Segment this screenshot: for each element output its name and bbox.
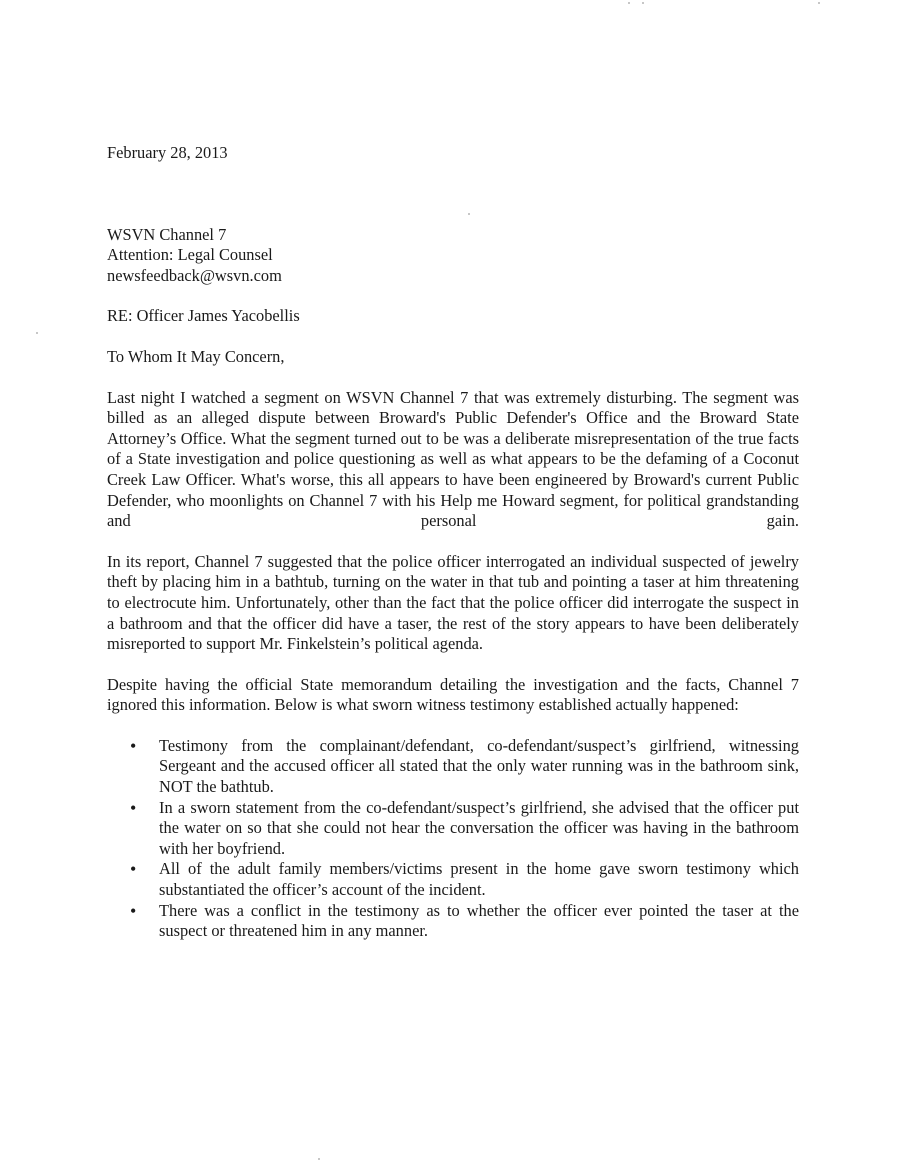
scan-speck	[318, 1158, 320, 1160]
list-item-text: Testimony from the complainant/defendant, co-defendant/suspect’s girlfriend, witnessing Sergeant and the accused officer all stated that the only water running was in the bathroom sink, NOT the bathtub.	[159, 735, 799, 797]
recipient-attention: Attention: Legal Counsel	[107, 245, 273, 265]
bullet-icon: •	[130, 859, 137, 880]
list-item-text: All of the adult family members/victims present in the home gave sworn testimony which substantiated the officer’s account of the incident.	[159, 859, 799, 900]
recipient-name: WSVN Channel 7	[107, 224, 227, 244]
scan-speck	[36, 332, 38, 334]
body-paragraph-2: In its report, Channel 7 suggested that the police officer interrogated an individual suspected of jewelry theft by placing him in a bathtub, turning on the water in that tub and pointing a taser at him threatening to electrocute him. Unfortunately, other than the fact that the police officer did interrogate the suspect in a bathroom and that the officer did have a taser, the rest of the story appears to have been deliberately misreported to support Mr. Finkelstein’s political agenda.	[107, 551, 799, 654]
list-item-text: There was a conflict in the testimony as to whether the officer ever pointed the taser at the suspect or threatened him in any manner.	[159, 900, 799, 941]
letter-page	[107, 143, 799, 942]
bullet-icon: •	[130, 797, 137, 818]
bullet-icon: •	[130, 900, 137, 921]
list-item	[107, 901, 799, 942]
body-paragraph-1: Last night I watched a segment on WSVN Channel 7 that was extremely disturbing. The segment was billed as an alleged dispute between Broward's Public Defender's Office and the Broward State Attorney’s Office. What the segment turned out to be was a deliberate misrepresentation of the true facts of a State investigation and police questioning as well as what appears to be the defaming of a Coconut Creek Law Officer. What's worse, this all appears to have been engineered by Broward's current Public Defender, who moonlights on Channel 7 with his Help me Howard segment, for political grandstanding and personal gain.	[107, 387, 799, 531]
bullet-icon: •	[130, 735, 137, 756]
recipient-email: newsfeedback@wsvn.com	[107, 265, 282, 285]
letter-date: February 28, 2013	[107, 143, 228, 162]
body-paragraph-3: Despite having the official State memorandum detailing the investigation and the facts, Channel 7 ignored this information. Below is what sworn witness testimony established actually happened:	[107, 674, 799, 715]
list-item	[107, 736, 799, 798]
list-item-text: In a sworn statement from the co-defendant/suspect’s girlfriend, she advised that the officer put the water on so that she could not hear the conversation the officer was having in the bathroom with her boyfriend.	[159, 797, 799, 858]
testimony-list	[107, 736, 799, 942]
list-item	[107, 859, 799, 900]
subject-line: RE: Officer James Yacobellis	[107, 306, 300, 326]
recipient-address	[107, 225, 799, 287]
salutation: To Whom It May Concern,	[107, 346, 285, 366]
scan-speck	[642, 2, 644, 4]
scan-speck	[818, 2, 820, 4]
list-item	[107, 798, 799, 860]
scan-speck	[628, 2, 630, 4]
